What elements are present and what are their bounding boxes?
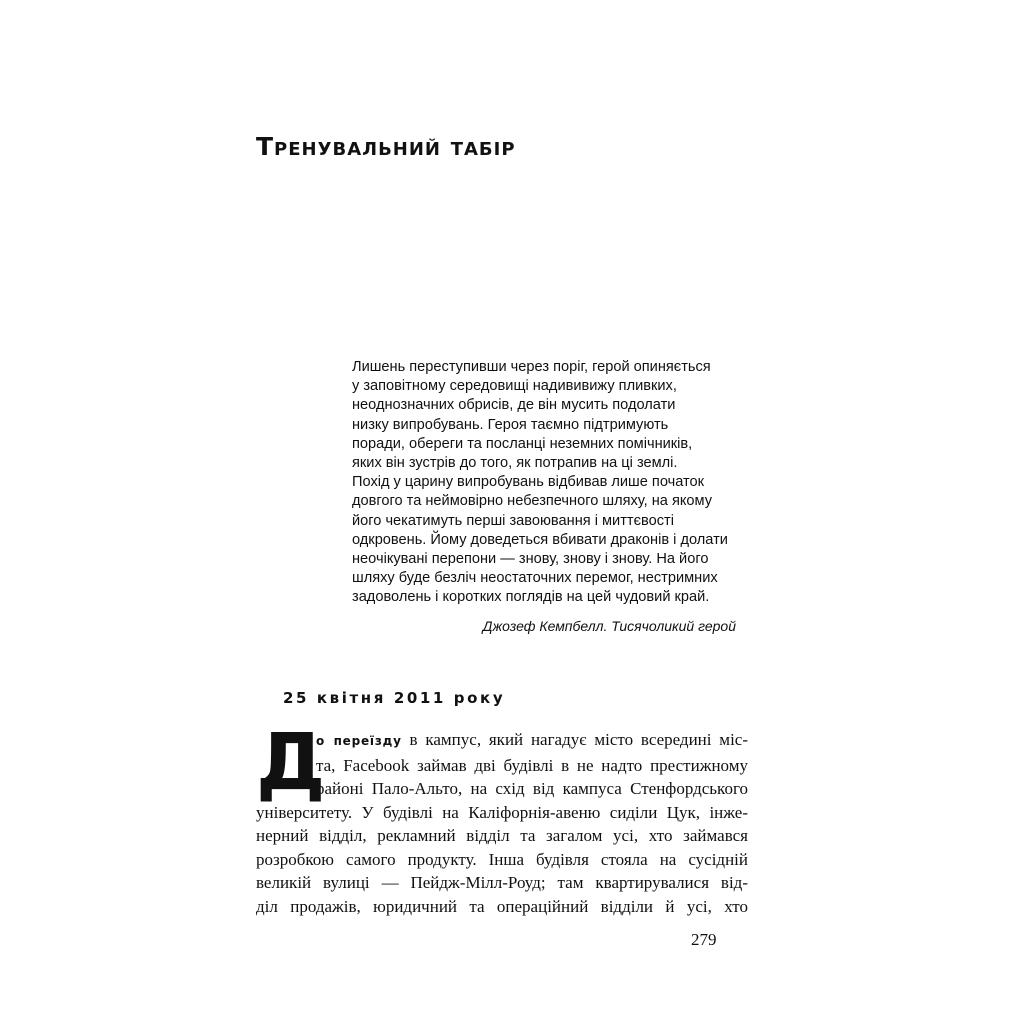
body-line: розробкою самого продукту. Інша будівля стояла на сусідній [256, 849, 748, 869]
body-line: великій вулиці — Пейдж-Мілл-Роуд; там квартирувалися від- [256, 873, 748, 892]
epigraph-line: поради, обереги та посланці неземних помічників, [352, 435, 693, 452]
epigraph-line: яких він зустрів до того, як потрапив на ці землі. [352, 455, 678, 472]
epigraph-line: неочікувані перепони — знову, знову і знову. На його [352, 551, 709, 568]
epigraph-line: шляху буде безліч неостаточних перемог, нестримних [352, 570, 718, 587]
epigraph-line: одкровень. Йому доведеться вбивати драконів і долати [352, 531, 728, 548]
epigraph-line: у заповітному середовищі надививижу пливких, [352, 378, 677, 395]
epigraph-attribution: Джозеф Кемпбелл. Тисячоликий герой [482, 618, 736, 634]
epigraph-line: задоволень і коротких поглядів на цей чудовий край. [352, 589, 710, 606]
body-line: районі Пало-Альто, на схід від кампуса Стенфордського [316, 779, 748, 798]
epigraph-line: довгого та неймовірно небезпечного шляху, на якому [352, 493, 713, 510]
epigraph-line: Похід у царину випробувань відбивав лише початок [352, 474, 705, 491]
first-line-rest: в кампус, який нагадує місто всередині міс- [401, 730, 748, 749]
epigraph-line: низку випробувань. Героя таємно підтримують [352, 416, 669, 433]
epigraph-line: Лишень переступивши через поріг, герой опиняється [352, 359, 711, 375]
epigraph-line: неоднозначних обрисів, де він мусить подолати [352, 397, 676, 414]
body-line [256, 728, 748, 754]
section-date-heading: 25 квітня 2011 року [283, 689, 506, 707]
body-line: університету. У будівлі на Каліфорнія-авеню сиділи Цук, інже- [256, 802, 748, 822]
epigraph [352, 358, 744, 608]
body-line: та, Facebook займав дві будівлі в не надто престижному [316, 755, 748, 775]
page-number: 279 [691, 930, 717, 949]
body-paragraph [256, 728, 748, 918]
epigraph-line: його чекатимуть перші завоювання і миттєвості [352, 512, 674, 529]
drop-cap: Д [256, 718, 326, 808]
chapter-title: Тренувальний табір [256, 132, 516, 161]
body-line: нерний відділ, рекламний відділ та загалом усі, хто займався [256, 826, 748, 845]
lead-in: о переїзду [316, 734, 402, 748]
body-line: діл продажів, юридичний та операційний відділи й усі, хто [256, 896, 748, 916]
